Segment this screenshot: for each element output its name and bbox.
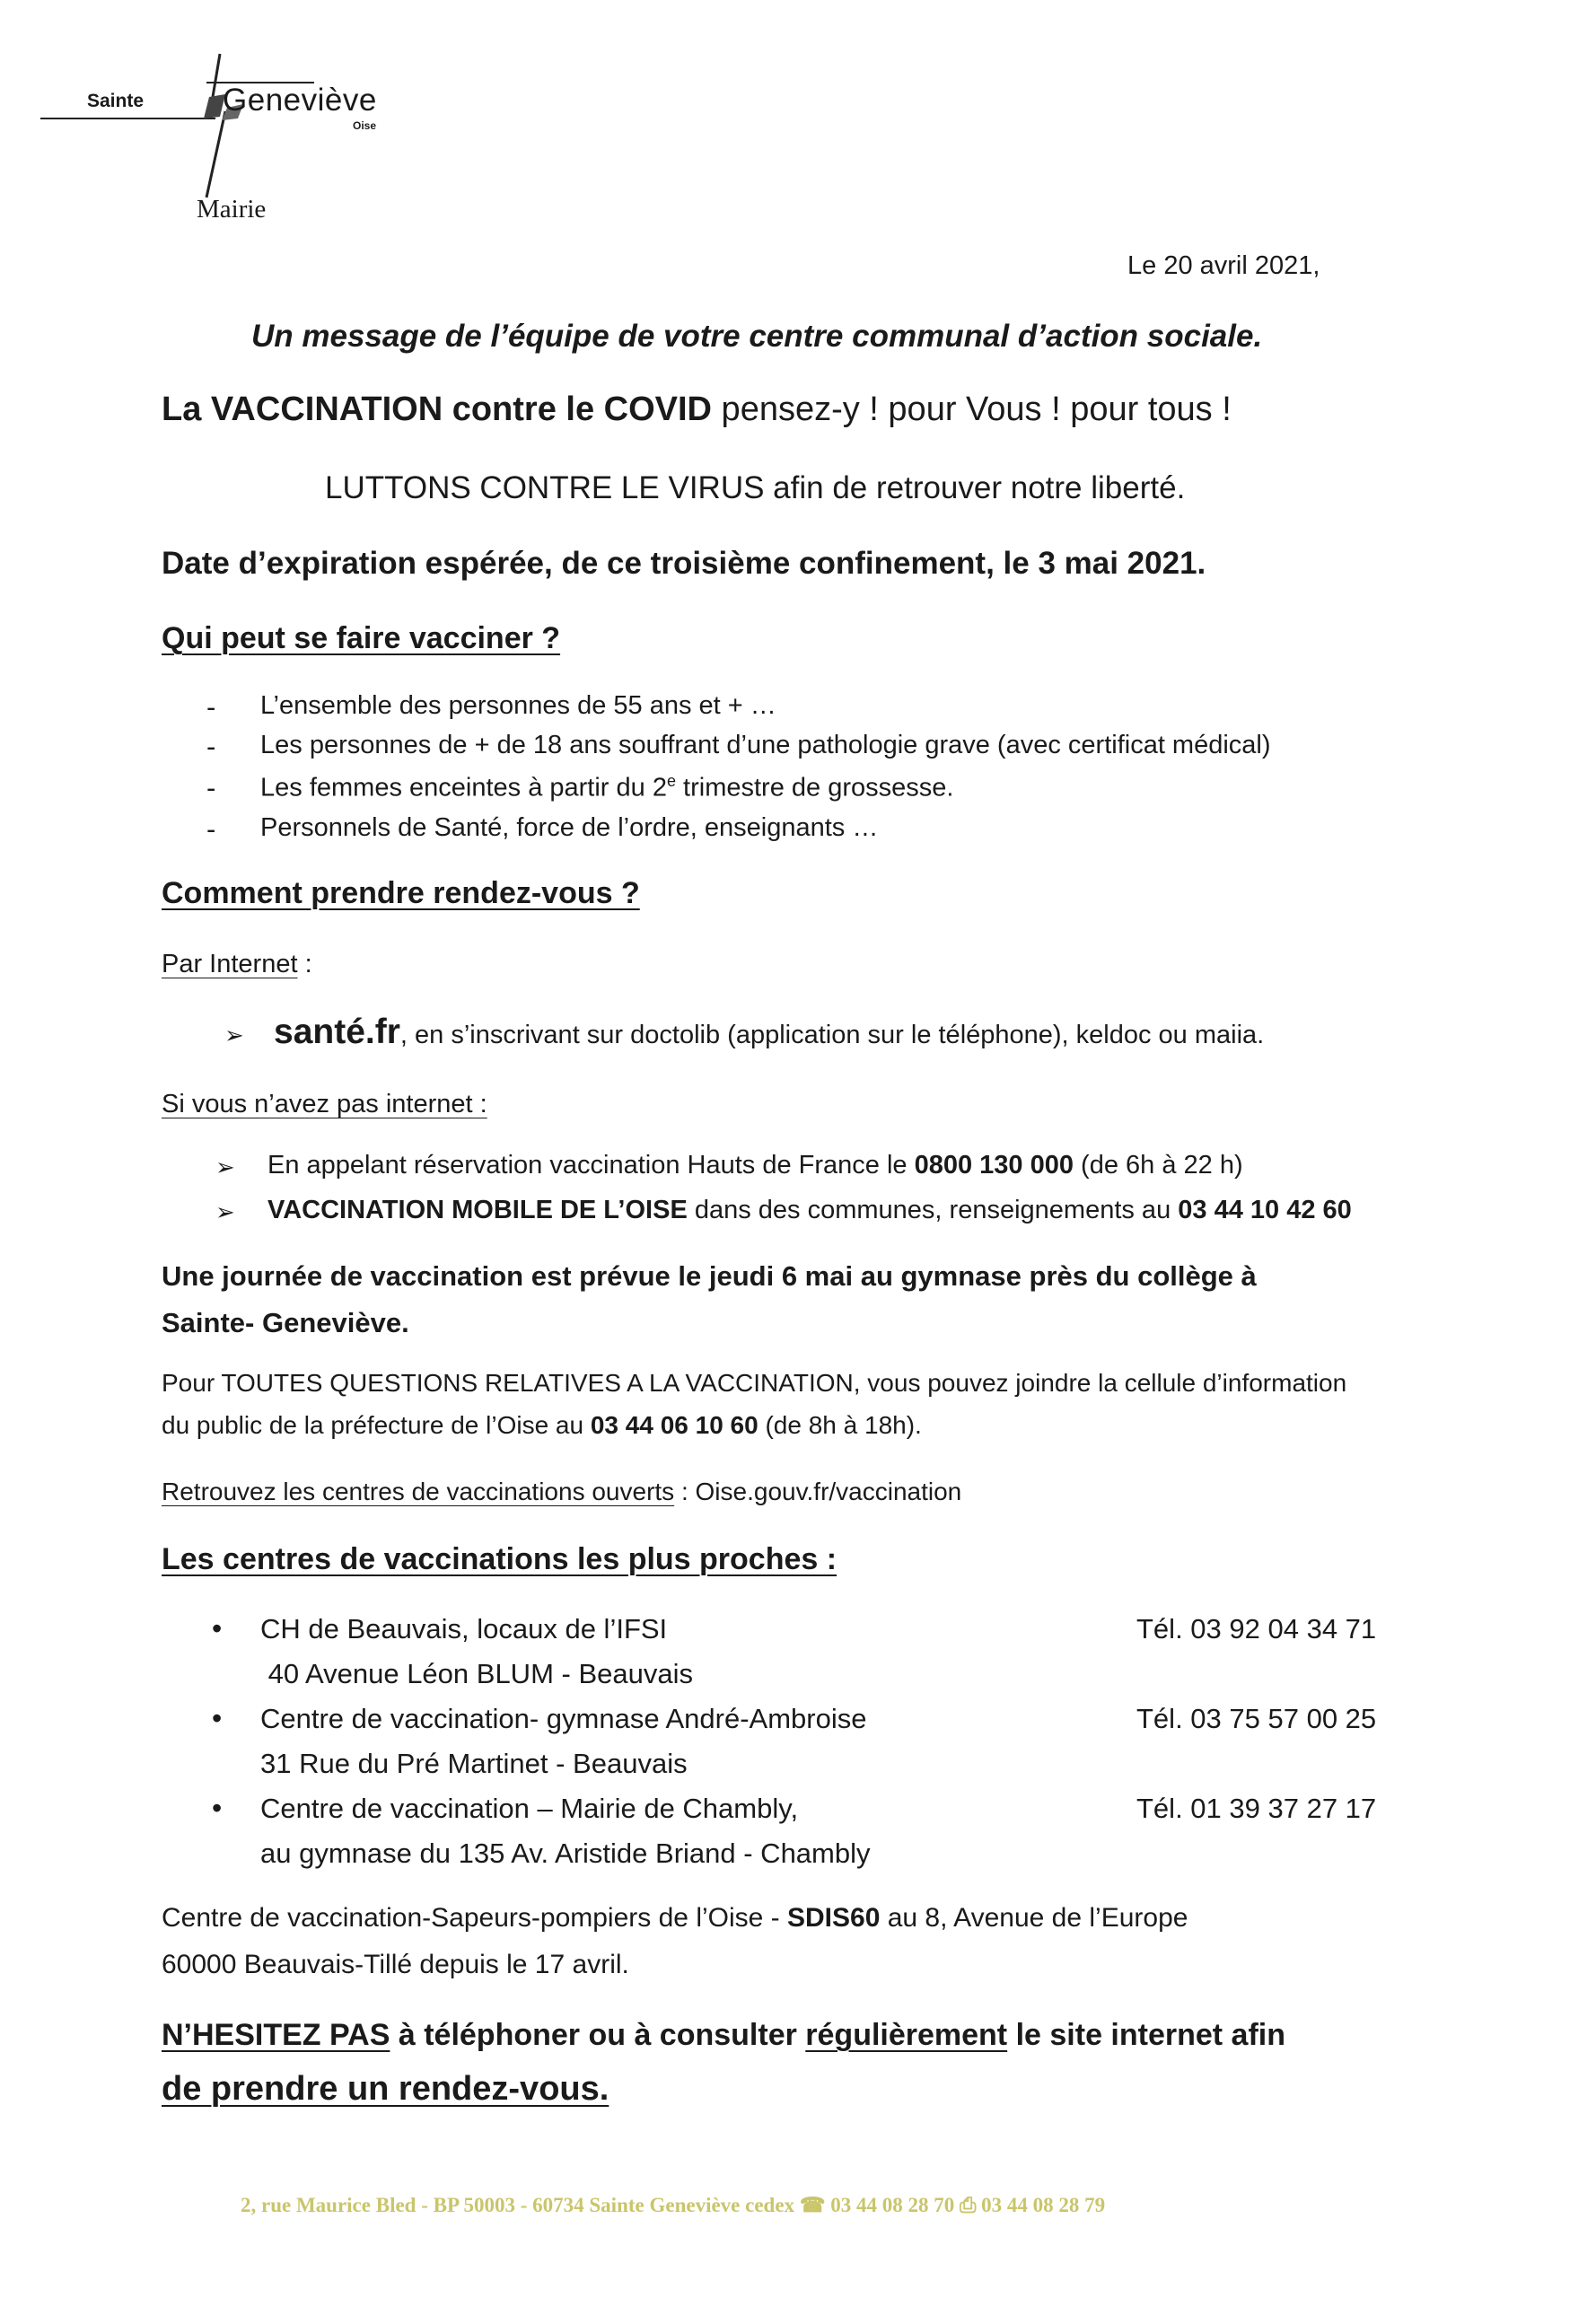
arrow-bullet-icon: ➢	[215, 1198, 235, 1225]
footer-phone: 03 44 08 28 70	[830, 2194, 955, 2216]
phone-number: 0800 130 000	[914, 1151, 1074, 1180]
dash-bullet: -	[206, 813, 216, 845]
message-title: Un message de l’équipe de votre centre communal d’action sociale.	[251, 319, 1263, 354]
logo-genevieve-text: Geneviève	[223, 83, 377, 118]
centre-phone: Tél. 01 39 37 27 17	[1136, 1793, 1377, 1824]
footer-address: 2, rue Maurice Bled - BP 50003 - 60734 Sainte Geneviève cedex	[241, 2194, 795, 2216]
fax-icon: ⎙	[959, 2194, 977, 2216]
retrouvez-line: Retrouvez les centres de vaccinations ouverts : Oise.gouv.fr/vaccination	[162, 1478, 962, 1505]
internet-option	[274, 1013, 1264, 1052]
centres-heading: Les centres de vaccinations les plus proches :	[162, 1542, 837, 1576]
phone-number: 03 44 10 42 60	[1178, 1196, 1352, 1224]
how-heading: Comment prendre rendez-vous ?	[162, 876, 640, 910]
footer-address-bar	[241, 2194, 1105, 2217]
logo-oise-text: Oise	[353, 119, 377, 132]
list-item-text: Les personnes de + de 18 ans souffrant d’une pathologie grave (avec certificat médical)	[260, 731, 1271, 759]
phone-option-2: VACCINATION MOBILE DE L’OISE dans des communes, renseignements au 03 44 10 42 60	[267, 1196, 1352, 1224]
logo-mark-icon	[40, 45, 337, 206]
logo-sainte-text: Sainte	[87, 91, 145, 111]
footer-fax: 03 44 08 28 79	[981, 2194, 1106, 2216]
centre-phone: Tél. 03 75 57 00 25	[1136, 1703, 1377, 1734]
centre-phone: Tél. 03 92 04 34 71	[1136, 1613, 1377, 1645]
bullet-dot: •	[212, 1612, 223, 1645]
journee-line-1: Une journée de vaccination est prévue le jeudi 6 mai au gymnase près du collège à	[162, 1260, 1257, 1292]
bullet-dot: •	[212, 1702, 223, 1734]
internet-label: Par Internet :	[162, 950, 312, 978]
questions-line-1: Pour TOUTES QUESTIONS RELATIVES A LA VACCINATION, vous pouvez joindre la cellule d’information	[162, 1369, 1347, 1397]
centre-name: Centre de vaccination – Mairie de Chambly,	[260, 1793, 799, 1824]
phone-icon: ☎	[799, 2194, 826, 2216]
vaccination-headline	[162, 390, 1232, 429]
luttons-line: LUTTONS CONTRE LE VIRUS afin de retrouver notre liberté.	[325, 470, 1186, 505]
internet-option-text: , en s’inscrivant sur doctolib (application sur le téléphone), keldoc ou maiia.	[399, 1021, 1265, 1049]
phone-option-1: En appelant réservation vaccination Hauts de France le 0800 130 000 (de 6h à 22 h)	[267, 1151, 1243, 1180]
bullet-dot: •	[212, 1792, 223, 1824]
expiration-line: Date d’expiration espérée, de ce troisième confinement, le 3 mai 2021.	[162, 546, 1206, 581]
sante-fr-site: santé.fr	[274, 1013, 400, 1051]
centre-address: au gymnase du 135 Av. Aristide Briand - Chambly	[260, 1838, 871, 1869]
dash-bullet: -	[206, 731, 216, 762]
vaccination-headline-bold: La VACCINATION contre le COVID	[162, 390, 712, 428]
sdis-line-2: 60000 Beauvais-Tillé depuis le 17 avril.	[162, 1950, 629, 1979]
no-internet-label: Si vous n’avez pas internet :	[162, 1090, 487, 1118]
vaccination-headline-rest: pensez-y ! pour Vous ! pour tous !	[712, 390, 1232, 428]
centre-address: 31 Rue du Pré Martinet - Beauvais	[260, 1748, 688, 1779]
closing-line-1: N’HESITEZ PAS à téléphoner ou à consulter régulièrement le site internet afin	[162, 2018, 1285, 2052]
mairie-label: Mairie	[197, 195, 267, 224]
journee-line-2: Sainte- Geneviève.	[162, 1307, 409, 1338]
list-item-text: Personnels de Santé, force de l’ordre, enseignants …	[260, 813, 879, 842]
dash-bullet: -	[206, 691, 216, 723]
list-item-text: Les femmes enceintes à partir du 2e trimestre de grossesse.	[260, 772, 954, 803]
centre-address: 40 Avenue Léon BLUM - Beauvais	[260, 1658, 693, 1689]
questions-line-2: du public de la préfecture de l’Oise au 03 44 06 10 60 (de 8h à 18h).	[162, 1411, 922, 1439]
arrow-bullet-icon: ➢	[224, 1022, 244, 1048]
dash-bullet: -	[206, 772, 216, 803]
closing-line-2: de prendre un rendez-vous.	[162, 2070, 609, 2108]
letter-date: Le 20 avril 2021,	[1127, 251, 1320, 280]
sdis-line-1: Centre de vaccination-Sapeurs-pompiers de l’Oise - SDIS60 au 8, Avenue de l’Europe	[162, 1903, 1188, 1933]
phone-number: 03 44 06 10 60	[590, 1411, 759, 1439]
who-heading: Qui peut se faire vacciner ?	[162, 621, 561, 655]
list-item-text: L’ensemble des personnes de 55 ans et + …	[260, 691, 776, 720]
arrow-bullet-icon: ➢	[215, 1153, 235, 1180]
centre-name: Centre de vaccination- gymnase André-Ambroise	[260, 1703, 867, 1734]
vaccination-url: Oise.gouv.fr/vaccination	[695, 1478, 962, 1505]
centre-name: CH de Beauvais, locaux de l’IFSI	[260, 1613, 668, 1645]
